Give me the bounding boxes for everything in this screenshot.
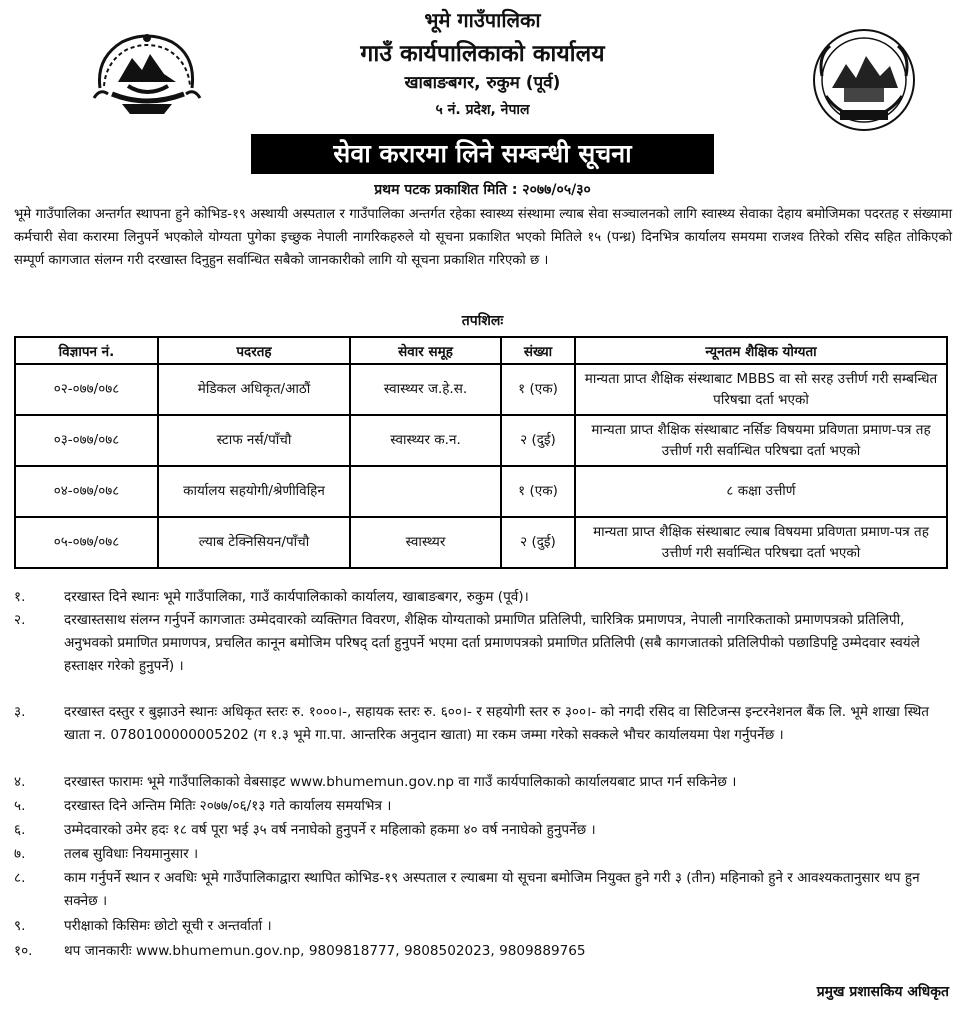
cell-service-group: स्वास्थ्यर <box>350 517 501 568</box>
municipality-seal-icon <box>810 26 918 134</box>
cell-count: २ (दुई) <box>501 415 575 466</box>
item-number: १०. <box>14 943 33 959</box>
item-number: ७. <box>14 846 26 862</box>
item-text: काम गर्नुपर्ने स्थान र अवधिः भूमे गाउँपालिकाद्वारा स्थापित कोभिड-१९ अस्पताल र ल्याबमा यो सूचना बमोजिम नियुक्त हुने गरी ३ (तीन) महिनाको हुने र आवश्यकतानुसार थप हुन सक्नेछ । <box>64 870 920 909</box>
item-text: उम्मेदवारको उमेर हदः १८ वर्ष पूरा भई ३५ वर्ष ननाघेको हुनुपर्ने र महिलाको हकमा ४० वर्ष ननाघेको हुनुपर्नेछ । <box>64 822 596 838</box>
item-number: ९. <box>14 918 26 934</box>
cell-qualification: मान्यता प्राप्त शैक्षिक संस्थाबाट नर्सिङ विषयमा प्रविणता प्रमाण-पत्र तह उत्तीर्ण गरी सर्वान्धित परिषद्मा दर्ता भएको <box>575 415 947 466</box>
cell-ad-number: ०५-०७७/०७८ <box>15 517 158 568</box>
table-row <box>15 415 947 466</box>
cell-post: स्टाफ नर्स/पाँचौ <box>158 415 350 466</box>
cell-post: मेडिकल अधिकृत/आठौं <box>158 364 350 415</box>
notice-title: सेवा करारमा लिने सम्बन्धी सूचना <box>251 134 714 174</box>
cell-ad-number: ०३-०७७/०७८ <box>15 415 158 466</box>
list-item <box>14 867 954 915</box>
list-item <box>14 795 954 819</box>
item-number: ४. <box>14 774 26 790</box>
cell-service-group: स्वास्थ्यर ज.हे.स. <box>350 364 501 415</box>
office-address: खाबाङबगर, रुकुम (पूर्व) <box>404 73 561 93</box>
details-heading: तपशिलः <box>461 313 504 329</box>
signatory-title: प्रमुख प्रशासकिय अधिकृत <box>816 984 949 1000</box>
header-post: पदरतह <box>158 337 350 364</box>
cell-post: कार्यालय सहयोगी/श्रेणीविहिन <box>158 466 350 517</box>
cell-qualification: ८ कक्षा उत्तीर्ण <box>575 466 947 517</box>
item-number: ६. <box>14 822 26 838</box>
item-text: दरखास्तसाथ संलग्न गर्नुपर्ने कागजातः उम्मेदवारको व्यक्तिगत विवरण, शैक्षिक योग्यताको प्रमाणित प्रतिलिपी, चारित्रिक प्रमाणपत्र, नेपाली नागरिकताको प्रमाणपत्रको प्रतिलिपी, अनुभवको प्रमाणित प्रमाणपत्र, प्रचलित कानून बमोजिम परिषद् दर्ता हुनुपर्ने भएमा दर्ता प्रमाणपत्रको प्रमाणित प्रतिलिपी (सबै कागजातको प्रतिलिपीको पछाडिपट्टि उम्मेदवार स्वयंले हस्ताक्षर गरेको हुनुपर्ने) । <box>64 612 920 674</box>
municipality-name: भूमे गाउँपालिका <box>424 8 541 32</box>
cell-post: ल्याब टेक्निसियन/पाँचौ <box>158 517 350 568</box>
conditions-list <box>14 586 954 964</box>
list-item <box>14 915 954 940</box>
publication-date: प्रथम पटक प्रकाशित मिति : २०७७/०५/३० <box>374 182 591 198</box>
item-text: थप जानकारीः www.bhumemun.gov.np, 9809818777, 9808502023, 9809889765 <box>64 943 586 959</box>
header-ad-number: विज्ञापन नं. <box>15 337 158 364</box>
item-number: ८. <box>14 870 26 886</box>
list-item <box>14 609 954 701</box>
intro-paragraph: भूमे गाउँपालिका अन्तर्गत स्थापना हुने कोभिड-१९ अस्थायी अस्पताल र गाउँपालिका अन्तर्गत रहेका स्वास्थ्य संस्थामा ल्याब सेवा सञ्चालनको लागि स्वास्थ्य सेवाका देहाय बमोजिमका पदरतह र संख्यामा कर्मचारी सेवा करारमा लिनुपर्ने भएकोले योग्यता पुगेका इच्छुक नेपाली नागरिकहरुले यो सूचना प्रकाशित भएको मितिले १५ (पन्ध्र) दिनभित्र कार्यालय समयमा राजश्व तिरेको रसिद सहित तोकिएको सम्पूर्ण कागजात संलग्न गरी दरखास्त दिनुहुन सर्वान्धित सबैको जानकारीको लागि यो सूचना प्रकाशित गरिएको छ । <box>14 207 952 268</box>
cell-count: १ (एक) <box>501 466 575 517</box>
cell-count: १ (एक) <box>501 364 575 415</box>
table-header-row <box>15 337 947 364</box>
header-qualification: न्यूनतम शैक्षिक योग्यता <box>575 337 947 364</box>
item-text: दरखास्त दिने अन्तिम मितिः २०७७/०६/१३ गते कार्यालय समयभित्र । <box>64 798 392 814</box>
cell-ad-number: ०२-०७७/०७८ <box>15 364 158 415</box>
table-row <box>15 364 947 415</box>
header-count: संख्या <box>501 337 575 364</box>
item-text: परीक्षाको किसिमः छोटो सूची र अन्तर्वार्ता । <box>64 918 272 934</box>
item-text: तलब सुविधाः नियमानुसार । <box>64 846 199 862</box>
item-text: दरखास्त फारामः भूमे गाउँपालिकाको वेबसाइट www.bhumemun.gov.np वा गाउँ कार्यपालिकाको कार्यालयबाट प्राप्त गर्न सकिनेछ । <box>64 774 737 790</box>
province: ५ नं. प्रदेश, नेपाल <box>435 102 530 118</box>
cell-service-group: स्वास्थ्यर क.न. <box>350 415 501 466</box>
list-item <box>14 586 954 609</box>
item-text: दरखास्त दिने स्थानः भूमे गाउँपालिका, गाउँ कार्यपालिकाको कार्यालय, खाबाङबगर, रुकुम (पूर्व)। <box>64 589 529 605</box>
item-number: ५. <box>14 798 26 814</box>
table-row <box>15 517 947 568</box>
list-item <box>14 819 954 843</box>
cell-service-group <box>350 466 501 517</box>
item-number: २. <box>14 612 26 628</box>
table-row <box>15 466 947 517</box>
cell-qualification: मान्यता प्राप्त शैक्षिक संस्थाबाट MBBS वा सो सरह उत्तीर्ण गरी सम्बन्धित परिषद्मा दर्ता भएको <box>575 364 947 415</box>
list-item <box>14 701 954 771</box>
letterhead <box>0 0 965 132</box>
cell-count: २ (दुई) <box>501 517 575 568</box>
list-item <box>14 940 954 964</box>
cell-qualification: मान्यता प्राप्त शैक्षिक संस्थाबाट ल्याब विषयमा प्रविणता प्रमाण-पत्र तह उत्तीर्ण गरी सर्वान्धित परिषद्मा दर्ता भएको <box>575 517 947 568</box>
item-number: १. <box>14 589 26 605</box>
item-text: दरखास्त दस्तुर र बुझाउने स्थानः अधिकृत स्तरः रु. १०००।-, सहायक स्तरः रु. ६००।- र सहयोगी स्तर रु ३००।- को नगदी रसिद वा सिटिजन्स इन्टरनेशनल बैंक लि. भूमे शाखा स्थित खाता न. 0780100000005202 (ग १.३ भूमे गा.पा. आन्तरिक अनुदान खाता) मा रकम जम्मा गरेको सक्कले भौचर कार्यालयमा पेश गर्नुपर्नेछ । <box>64 704 930 743</box>
office-name: गाउँ कार्यपालिकाको कार्यालय <box>360 41 605 67</box>
list-item <box>14 843 954 867</box>
cell-ad-number: ०४-०७७/०७८ <box>15 466 158 517</box>
item-number: ३. <box>14 704 26 720</box>
list-item <box>14 771 954 795</box>
header-service-group: सेवार समूह <box>350 337 501 364</box>
vacancy-table <box>14 336 948 569</box>
